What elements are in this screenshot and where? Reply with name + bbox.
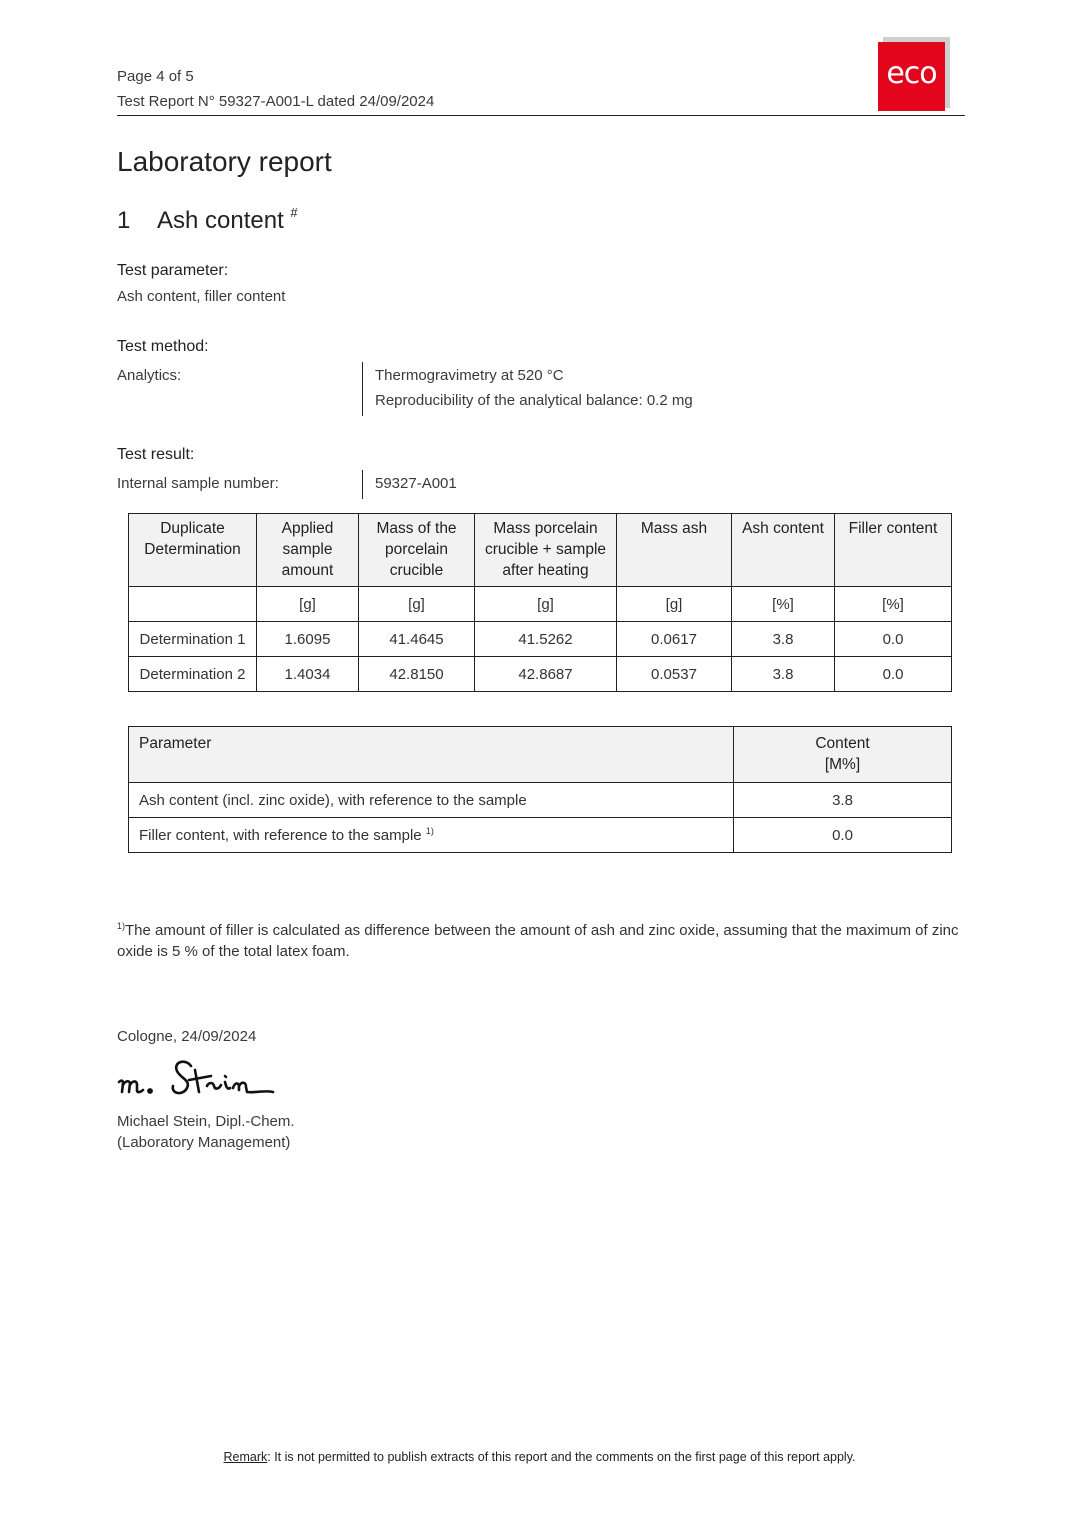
table-cell: 1.4034 bbox=[257, 657, 359, 692]
col-header: Duplicate Determination bbox=[129, 514, 257, 587]
analytics-label: Analytics: bbox=[117, 367, 182, 384]
summary-param bbox=[129, 783, 734, 818]
analytics-line-1: Thermogravimetry at 520 °C bbox=[375, 367, 564, 384]
unit-cell: [%] bbox=[835, 587, 952, 622]
col-header: Ash content bbox=[732, 514, 835, 587]
summary-header-row bbox=[129, 727, 952, 783]
sample-number-label: Internal sample number: bbox=[117, 475, 279, 492]
col-header: Mass porcelain crucible + sample after heating bbox=[475, 514, 617, 587]
summary-table bbox=[128, 726, 952, 853]
unit-cell bbox=[129, 587, 257, 622]
analytics-divider bbox=[362, 362, 363, 416]
determination-table bbox=[128, 513, 952, 692]
report-reference: Test Report N° 59327-A001-L dated 24/09/2024 bbox=[117, 93, 435, 110]
table-cell: 3.8 bbox=[732, 657, 835, 692]
table-header-row bbox=[129, 514, 952, 587]
test-parameter-value: Ash content, filler content bbox=[117, 288, 286, 305]
table-row bbox=[129, 657, 952, 692]
table-cell: Determination 1 bbox=[129, 622, 257, 657]
footnote-text: The amount of filler is calculated as difference between the amount of ash and zinc oxide, assuming that the maximum of zinc oxide is 5 % of the total latex foam. bbox=[117, 922, 959, 960]
logo-text: eco bbox=[886, 56, 937, 91]
table-cell: 0.0 bbox=[835, 622, 952, 657]
unit-cell: [%] bbox=[732, 587, 835, 622]
table-cell: 41.4645 bbox=[359, 622, 475, 657]
unit-cell: [g] bbox=[359, 587, 475, 622]
table-cell: 0.0617 bbox=[617, 622, 732, 657]
footnote-mark: 1) bbox=[117, 921, 126, 931]
content-header-unit: [M%] bbox=[824, 756, 861, 773]
section-title bbox=[157, 207, 298, 235]
sample-divider bbox=[362, 470, 363, 499]
table-cell: Determination 2 bbox=[129, 657, 257, 692]
footnote bbox=[117, 916, 967, 962]
table-cell: 3.8 bbox=[732, 622, 835, 657]
table-row bbox=[129, 622, 952, 657]
units-row bbox=[129, 587, 952, 622]
analytics-line-2: Reproducibility of the analytical balance: 0.2 mg bbox=[375, 392, 693, 409]
unit-cell: [g] bbox=[257, 587, 359, 622]
footnote-ref: 1) bbox=[425, 826, 434, 836]
test-method-label: Test method: bbox=[117, 338, 209, 355]
col-header: Filler content bbox=[835, 514, 952, 587]
parameter-header: Parameter bbox=[129, 727, 734, 783]
test-parameter-label: Test parameter: bbox=[117, 262, 229, 279]
page-title: Laboratory report bbox=[117, 146, 332, 177]
table-cell: 42.8150 bbox=[359, 657, 475, 692]
signatory-name: Michael Stein, Dipl.-Chem. bbox=[117, 1113, 295, 1130]
content-header-label: Content bbox=[815, 735, 870, 752]
section-mark: # bbox=[290, 205, 298, 220]
summary-param bbox=[129, 818, 734, 853]
unit-cell: [g] bbox=[475, 587, 617, 622]
sample-number-value: 59327-A001 bbox=[375, 475, 457, 492]
handwritten-signature bbox=[115, 1056, 280, 1104]
summary-param-text: Ash content (incl. zinc oxide), with reference to the sample bbox=[139, 791, 527, 809]
table-cell: 1.6095 bbox=[257, 622, 359, 657]
summary-param-text: Filler content, with reference to the sample bbox=[139, 827, 422, 844]
signatory-role: (Laboratory Management) bbox=[117, 1134, 291, 1151]
summary-value: 0.0 bbox=[734, 818, 952, 853]
table-cell: 0.0537 bbox=[617, 657, 732, 692]
summary-value: 3.8 bbox=[734, 783, 952, 818]
section-title-text: Ash content bbox=[157, 207, 284, 234]
test-result-label: Test result: bbox=[117, 446, 195, 463]
section-number: 1 bbox=[117, 207, 131, 234]
table-cell: 0.0 bbox=[835, 657, 952, 692]
remark-text: : It is not permitted to publish extracts of this report and the comments on the first page of this report apply. bbox=[267, 1450, 856, 1464]
eco-logo bbox=[878, 42, 945, 111]
col-header: Mass of the porcelain crucible bbox=[359, 514, 475, 587]
unit-cell: [g] bbox=[617, 587, 732, 622]
remark-label: Remark bbox=[223, 1450, 268, 1464]
content-header bbox=[734, 727, 952, 783]
table-cell: 42.8687 bbox=[475, 657, 617, 692]
col-header: Mass ash bbox=[617, 514, 732, 587]
remark bbox=[0, 1450, 1079, 1464]
place-date: Cologne, 24/09/2024 bbox=[117, 1028, 257, 1045]
summary-row bbox=[129, 818, 952, 853]
page-number: Page 4 of 5 bbox=[117, 68, 194, 85]
summary-row bbox=[129, 783, 952, 818]
col-header: Applied sample amount bbox=[257, 514, 359, 587]
header-divider bbox=[117, 115, 965, 116]
table-cell: 41.5262 bbox=[475, 622, 617, 657]
